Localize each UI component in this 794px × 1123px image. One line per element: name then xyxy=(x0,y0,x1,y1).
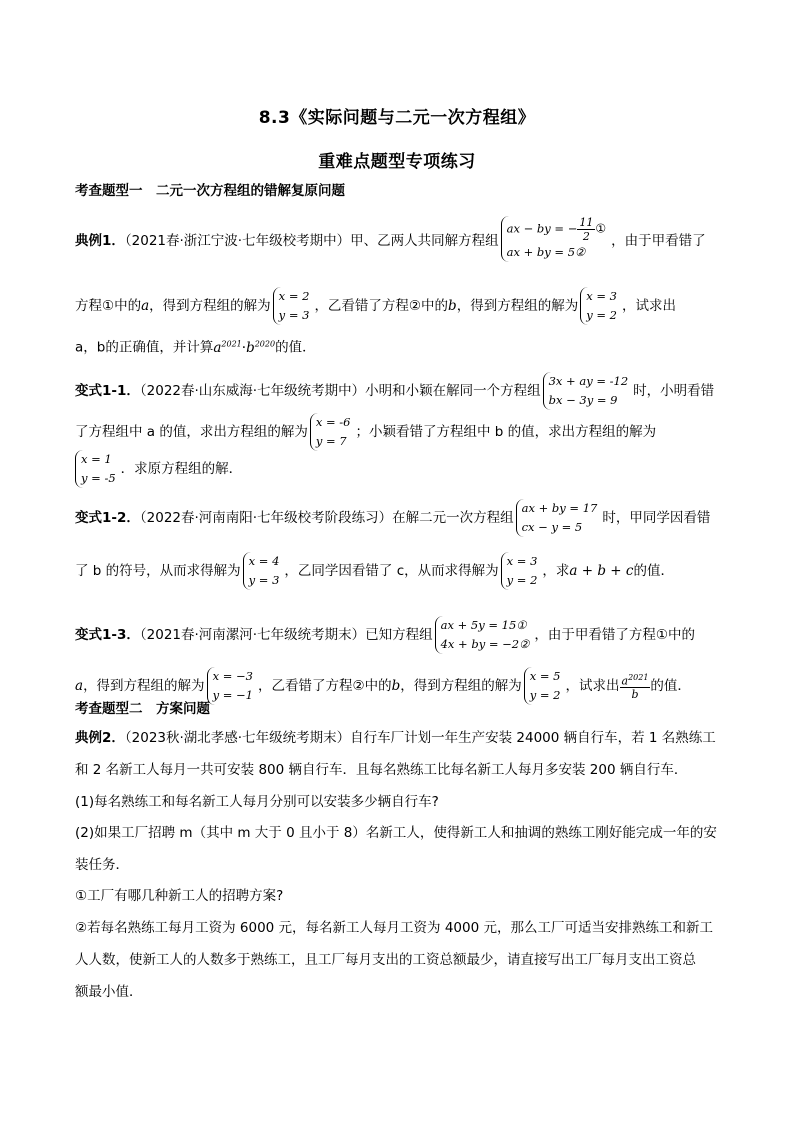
variable-a: a xyxy=(75,678,84,694)
dot-operator: · xyxy=(241,339,247,356)
example1-text: ，试求出 xyxy=(621,298,676,314)
example2-question2b-line3: 额最小值． xyxy=(75,984,143,1000)
variant11-text: ．求原方程组的解． xyxy=(120,461,243,477)
eq2: bx − 3y = 9 xyxy=(548,393,618,407)
example2-question2-line1: (2)如果工厂招聘 m（其中 m 大于 0 且小于 8）名新工人，使得新工人和抽调的熟练工刚好能完成一年的安 xyxy=(75,825,717,841)
variant13-text: ，试求出 xyxy=(565,678,620,694)
eq1: ax + by = 17 xyxy=(521,501,598,515)
example1-source: （2021春·浙江宁波·七年级校考期中） xyxy=(124,233,351,249)
power-fraction xyxy=(620,671,651,702)
example2-line1 xyxy=(75,728,716,748)
fraction-denominator: 2 xyxy=(582,230,590,243)
variant12-text: 的值． xyxy=(633,563,674,579)
variant13-line1 xyxy=(75,616,695,654)
example1-equation-system xyxy=(501,216,609,262)
variant13-text: ，乙看错了方程②中的 xyxy=(257,678,392,694)
example2-question2a: ①工厂有哪几种新工人的招聘方案? xyxy=(75,888,284,904)
solution-system xyxy=(501,552,540,590)
solution-system xyxy=(310,413,353,451)
variant11-equation-system xyxy=(543,372,631,410)
solution-y: y = −1 xyxy=(212,688,253,702)
variable-a: a xyxy=(141,298,150,314)
example1-text: ，乙看错了方程②中的 xyxy=(314,298,449,314)
fraction-denominator: b xyxy=(631,688,639,702)
solution-x: x = 2 xyxy=(278,289,310,303)
variant13-text: ，得到方程组的解为 xyxy=(83,678,205,694)
variant11-text: ；小颖看错了方程组中 b 的值，求出方程组的解为 xyxy=(355,424,657,440)
solution-system xyxy=(207,667,255,705)
solution-y: y = 3 xyxy=(278,308,310,322)
solution-x: x = 3 xyxy=(586,289,617,303)
solution-y: y = 2 xyxy=(506,573,538,587)
solution-y: y = 7 xyxy=(315,434,347,448)
solution-x: x = 1 xyxy=(81,452,112,466)
variable-b: b xyxy=(448,298,457,314)
variant13-text: ，由于甲看错了方程①中的 xyxy=(534,627,696,643)
page-title: 8.3《实际问题与二元一次方程组》 xyxy=(258,108,536,128)
base-a: a xyxy=(621,674,629,688)
eq1: ax + 5y = 15① xyxy=(440,618,527,632)
solution-y: y = 2 xyxy=(529,688,561,702)
variant13-source: （2021春·河南漯河·七年级统考期末） xyxy=(139,627,366,643)
solution-x: x = 3 xyxy=(506,554,538,568)
example2-text: （2023秋·湖北孝感·七年级统考期末）自行车厂计划一年生产安装 24000 辆自行车，若 1 名熟练工 xyxy=(124,730,716,746)
solution-y: y = 3 xyxy=(248,573,280,587)
example1-line3 xyxy=(75,334,316,358)
example1-eq1 xyxy=(507,216,607,243)
variant12-source: （2022春·河南南阳·七年级校考阶段练习） xyxy=(139,510,393,526)
variant11-text: 了方程组中 a 的值，求出方程组的解为 xyxy=(75,424,308,440)
variant11-line1 xyxy=(75,372,714,410)
power-expression xyxy=(213,340,275,356)
variant12-equation-system xyxy=(516,499,600,537)
solution-y: y = -5 xyxy=(81,471,116,485)
fraction-numerator xyxy=(620,671,651,689)
example1-text: 的值． xyxy=(275,339,316,356)
eq1-fraction xyxy=(577,216,595,243)
example2-line2: 和 2 名新工人每月一共可安装 800 辆自行车．且每名熟练工比每名新工人每月多安装 200 辆自行车． xyxy=(75,762,688,778)
solution-system xyxy=(75,450,118,488)
variant12-text: ，求 xyxy=(542,563,570,579)
example2-question1: (1)每名熟练工和每名新工人每月分别可以安装多少辆自行车? xyxy=(75,794,439,810)
section1-heading: 考查题型一 二元一次方程组的错解复原问题 xyxy=(75,183,345,199)
variant11-label: 变式1-1． xyxy=(75,383,140,399)
variant13-text: 已知方程组 xyxy=(365,627,433,643)
sum-expression: a + b + c xyxy=(569,563,634,579)
solution-system xyxy=(580,287,619,325)
solution-x: x = -6 xyxy=(315,415,351,429)
example1-text: ，得到方程组的解为 xyxy=(456,298,579,314)
solution-system xyxy=(243,552,282,590)
variant12-text: ，乙同学因看错了 c，从而求得解为 xyxy=(284,563,499,579)
solution-y: y = 2 xyxy=(586,308,617,322)
exponent-a: 2021 xyxy=(221,339,242,348)
eq1: 3x + ay = -12 xyxy=(548,374,629,388)
variant12-text: 了 b 的符号，从而求得解为 xyxy=(75,563,241,579)
example2-question2b-line2: 人人数，使新工人的人数多于熟练工，且工厂每月支出的工资总额最少，请直接写出工厂每月支出工资总 xyxy=(75,952,696,968)
variant12-label: 变式1-2． xyxy=(75,510,140,526)
variant13-text: ，得到方程组的解为 xyxy=(400,678,522,694)
fraction-numerator: 11 xyxy=(579,216,594,229)
solution-x: x = 5 xyxy=(529,669,561,683)
exponent: 2021 xyxy=(628,672,649,682)
eq2: 4x + by = −2② xyxy=(440,637,530,651)
variant12-line2 xyxy=(75,552,674,590)
example1-text: ，由于甲看错了 xyxy=(611,233,706,249)
example1-text: 方程①中的 xyxy=(75,298,142,314)
eq1-left: ax − by = − xyxy=(506,221,578,236)
example2-label: 典例2． xyxy=(75,730,125,746)
example1-line2 xyxy=(75,287,676,325)
exponent-b: 2020 xyxy=(254,339,276,348)
solution-system xyxy=(273,287,312,325)
eq2: cx − y = 5 xyxy=(521,520,583,534)
variant13-text: 的值． xyxy=(650,678,691,694)
base-b: b xyxy=(246,339,255,356)
example2-question2b-line1: ②若每名熟练工每月工资为 6000 元，每名新工人每月工资为 4000 元，那么工厂可适当安排熟练工和新工 xyxy=(75,920,713,936)
example1-label: 典例1． xyxy=(75,233,125,249)
page-subtitle: 重难点题型专项练习 xyxy=(318,152,476,172)
variant12-line1 xyxy=(75,499,710,537)
solution-x: x = −3 xyxy=(212,669,253,683)
variant11-line2 xyxy=(75,413,656,451)
example2-question2-line2: 装任务． xyxy=(75,857,129,873)
solution-x: x = 4 xyxy=(248,554,280,568)
variant11-text: 时，小明看错 xyxy=(633,383,715,399)
eq1-mark: ① xyxy=(595,221,607,236)
solution-system xyxy=(524,667,563,705)
variant13-equation-system xyxy=(435,616,532,654)
example1-eq2: ax + by = 5② xyxy=(506,245,586,259)
variant11-text: 小明和小颖在解同一个方程组 xyxy=(365,383,541,399)
variant11-source: （2022春·山东威海·七年级统考期中） xyxy=(139,383,366,399)
variant13-label: 变式1-3． xyxy=(75,627,140,643)
example1-text: ，得到方程组的解为 xyxy=(149,298,271,314)
example1-line1 xyxy=(75,218,706,264)
variant11-line3 xyxy=(75,450,242,488)
example1-text: a，b的正确值，并计算 xyxy=(75,339,214,356)
variant12-text: 在解二元一次方程组 xyxy=(392,510,514,526)
example1-text: 甲、乙两人共同解方程组 xyxy=(350,233,499,249)
base-a: a xyxy=(213,339,222,356)
section2-heading: 考查题型二 方案问题 xyxy=(75,701,210,717)
variable-b: b xyxy=(391,678,401,694)
variant12-text: 时，甲同学因看错 xyxy=(602,510,711,526)
